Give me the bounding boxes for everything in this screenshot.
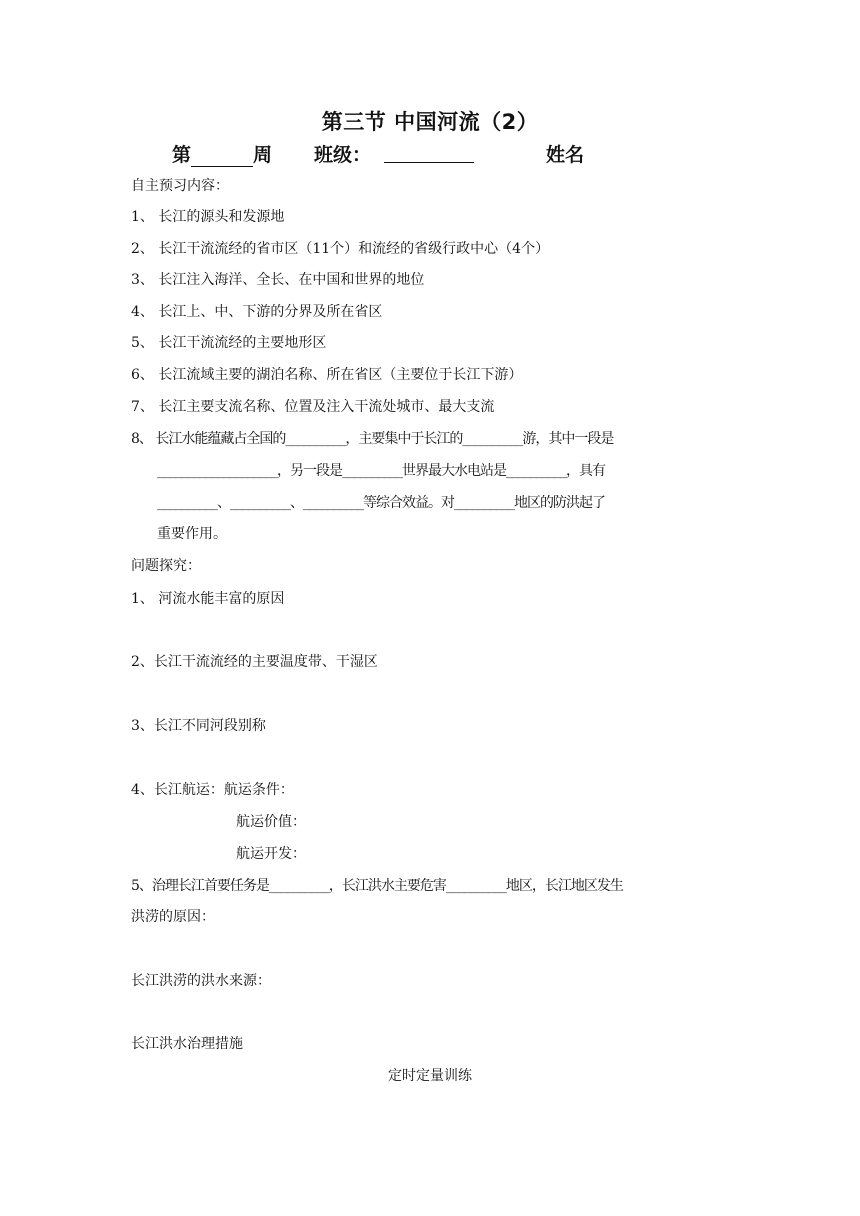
inquiry-heading: 问题探究： — [131, 558, 201, 574]
inquiry-item: 5、治理长江首要任务是__________，长江洪水主要危害__________地区，长江地区发生 — [131, 878, 623, 894]
week-prefix: 第 — [172, 144, 192, 166]
fill-in-item-8-line-4: 重要作用。 — [157, 526, 227, 542]
preview-item: 4、 长江上、中、下游的分界及所在省区 — [131, 304, 383, 320]
week-field — [172, 140, 272, 167]
inquiry-subitem: 航运价值： — [236, 814, 306, 830]
inquiry-item: 长江洪水治理措施 — [131, 1036, 243, 1052]
inquiry-item: 1、 河流水能丰富的原因 — [131, 591, 285, 607]
preview-item: 3、 长江注入海洋、全长、在中国和世界的地位 — [131, 272, 425, 288]
fill-in-item-8-line-3: __________、__________、__________等综合效益。对__________地区的防洪起了 — [157, 495, 605, 511]
inquiry-item: 2、长江干流流经的主要温度带、干湿区 — [131, 654, 378, 670]
preview-item: 6、 长江流域主要的湖泊名称、所在省区（主要位于长江下游） — [131, 367, 523, 383]
preview-item: 5、 长江干流流经的主要地形区 — [131, 335, 327, 351]
inquiry-item-continued: 洪涝的原因： — [131, 909, 215, 925]
student-info-header — [172, 140, 732, 168]
inquiry-item: 3、长江不同河段别称 — [131, 718, 266, 734]
preview-heading: 自主预习内容： — [131, 178, 229, 194]
preview-item: 2、 长江干流流经的省市区（11个）和流经的省级行政中心（4个） — [131, 241, 550, 257]
fill-in-item-8-line-2: ____________________，另一段是__________世界最大水电站是__________，具有 — [157, 463, 605, 479]
inquiry-item: 4、长江航运：航运条件： — [131, 782, 294, 798]
week-blank[interactable] — [191, 146, 253, 167]
class-blank[interactable] — [384, 142, 474, 163]
class-label: 班级： — [314, 144, 372, 166]
inquiry-item: 长江洪涝的洪水来源： — [131, 973, 271, 989]
class-field — [314, 140, 371, 167]
fill-in-item-8-line-1: 8、 长江水能蕴藏占全国的__________，主要集中于长江的__________游，其中一段是 — [131, 431, 614, 447]
page-title: 第三节 中国河流（2） — [321, 110, 539, 134]
week-suffix: 周 — [253, 144, 273, 166]
name-label: 姓名 — [546, 144, 585, 166]
preview-item: 1、 长江的源头和发源地 — [131, 209, 285, 225]
preview-item: 7、 长江主要支流名称、位置及注入干流处城市、最大支流 — [131, 399, 495, 415]
inquiry-subitem: 航运开发： — [236, 846, 306, 862]
footer-heading: 定时定量训练 — [388, 1068, 472, 1084]
